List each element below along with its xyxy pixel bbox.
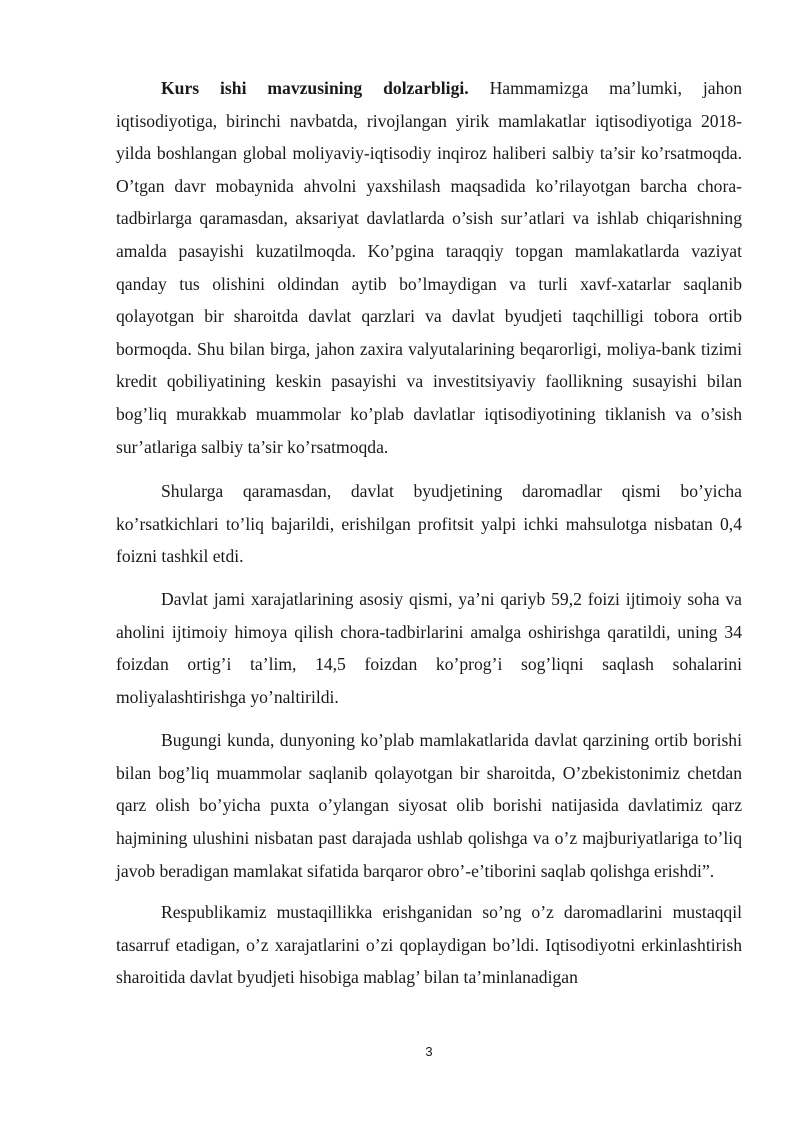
paragraph-independence: Respublikamiz mustaqillikka erishganidan so’ng o’z daromadlarini mustaqqil tasarruf etadigan, o’z xarajatlarini o’zi qoplaydigan bo’ldi. Iqtisodiyotni erkinlashtirish sharoitida davlat byudjeti hisobiga mablag’ bilan ta’minlanadigan (116, 902, 742, 988)
paragraph-text: Hammamizga ma’lumki, jahon iqtisodiyotiga, birinchi navbatda, rivojlangan yirik mamlakatlar iqtisodiyotiga 2018-yilda boshlangan global moliyaviy-iqtisodiy inqiroz haliberi salbiy ta’sir ko’rsatmoqda. O’tgan davr mobaynida ahvolni yaxshilash maqsadida ko’rilayotgan barcha chora-tadbirlarga qaramasdan, aksariyat davlatlarda o’sish sur’atlari va ishlab chiqarishning amalda pasayishi kuzatilmoqda. Ko’pgina taraqqiy topgan mamlakatlarda vaziyat qanday tus olishini oldindan aytib bo’lmaydigan va turli xavf-xatarlar saqlanib qolayotgan bir sharoitda davlat qarzlari va davlat byudjeti taqchilligi tobora ortib bormoqda. Shu bilan birga, jahon zaxira valyutalarining beqarorligi, moliya-bank tizimi kredit qobiliyatining keskin pasayishi va investitsiyaviy faollikning susayishi bilan bog’liq murakkab muammolar ko’plab davlatlar iqtisodiyotining tiklanish va o’sish sur’atlariga salbiy ta’sir ko’rsatmoqda. (116, 78, 742, 457)
paragraph-budget-revenue: Shularga qaramasdan, davlat byudjetining daromadlar qismi bo’yicha ko’rsatkichlari to’liq bajarildi, erishilgan profitsit yalpi ichki mahsulotga nisbatan 0,4 foizni tashkil etdi. (116, 481, 742, 567)
paragraph-expenditures: Davlat jami xarajatlarining asosiy qismi, ya’ni qariyb 59,2 foizi ijtimoiy soha va aholini ijtimoiy himoya qilish chora-tadbirlarini amalga oshirishga qaratildi, uning 34 foizdan ortig’i ta’lim, 14,5 foizdan ko’prog’i sog’liqni saqlash sohalarini moliyalashtirishga yo’naltirildi. (116, 588, 742, 707)
paragraph-lead-heading: Kurs ishi mavzusining dolzarbligi. (161, 78, 469, 98)
paragraph-relevance (116, 72, 742, 463)
document-body (116, 72, 742, 994)
paragraph-state-debt: Bugungi kunda, dunyoning ko’plab mamlakatlarida davlat qarzining ortib borishi bilan bog’liq muammolar saqlanib qolayotgan bir sharoitda, O’zbekistonimiz chetdan qarz olish bo’yicha puxta o’ylangan siyosat olib borishi natijasida davlatimiz qarz hajmining ulushini nisbatan past darajada ushlab qolishga va o’z majburiyatlariga to’liq javob beradigan mamlakat sifatida barqaror obro’-e’tiborini saqlab qolishga erishdi”. (116, 730, 742, 881)
page-number: 3 (425, 1044, 433, 1059)
